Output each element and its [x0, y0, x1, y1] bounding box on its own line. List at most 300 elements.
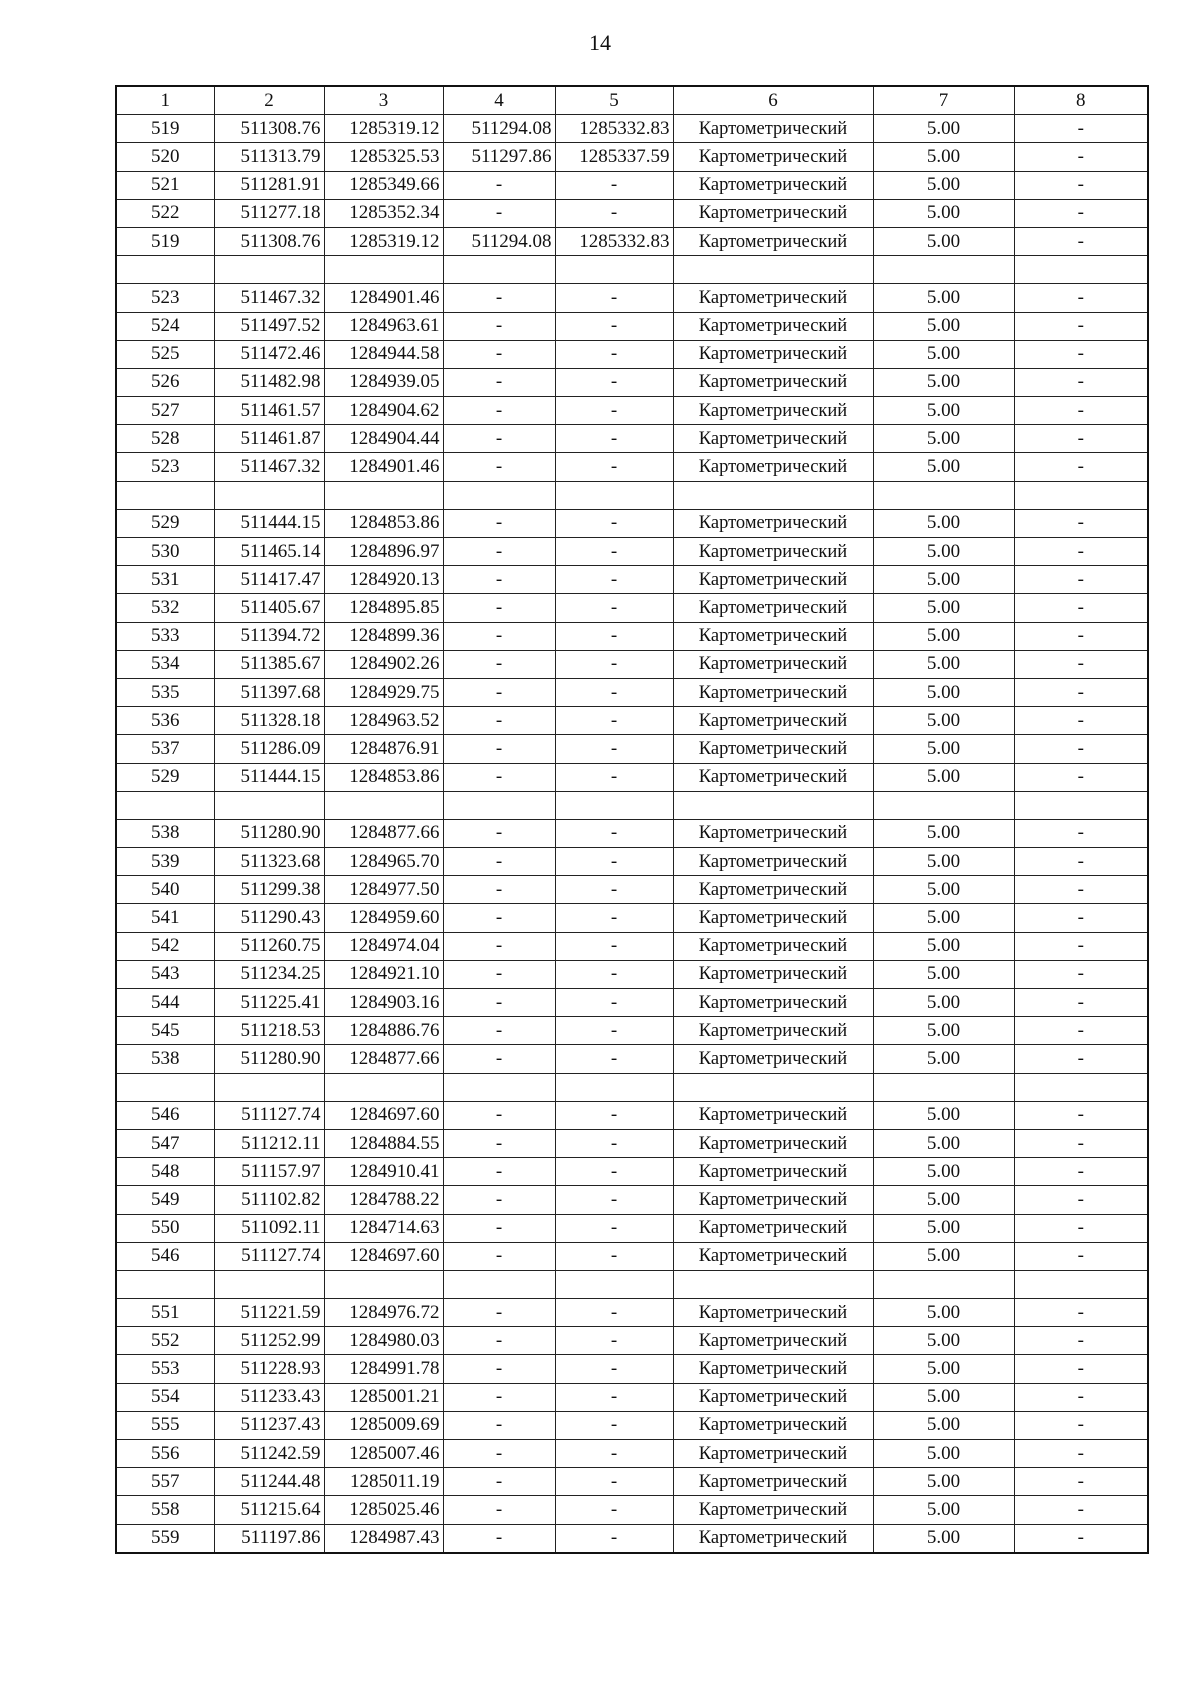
table-cell: 5.00 [873, 1355, 1014, 1383]
table-cell: 1285325.53 [324, 143, 443, 171]
table-cell: Картометрический [673, 538, 873, 566]
table-cell: - [443, 284, 555, 312]
table-cell: - [443, 1524, 555, 1553]
table-cell: - [1014, 143, 1148, 171]
table-row [116, 960, 1148, 988]
table-body [116, 115, 1148, 1553]
table-cell: Картометрический [673, 650, 873, 678]
table-cell: - [555, 1327, 673, 1355]
table-cell: - [555, 960, 673, 988]
table-cell: 525 [116, 340, 214, 368]
table-cell: - [1014, 425, 1148, 453]
table-cell: 1284974.04 [324, 932, 443, 960]
table-cell: 1285349.66 [324, 171, 443, 199]
table-cell: Картометрический [673, 1214, 873, 1242]
table-cell: 5.00 [873, 1186, 1014, 1214]
table-cell: 1285009.69 [324, 1411, 443, 1439]
table-cell: 511323.68 [214, 848, 324, 876]
table-cell: 1285337.59 [555, 143, 673, 171]
table-cell [555, 1270, 673, 1298]
table-cell: 511127.74 [214, 1101, 324, 1129]
table-cell: 5.00 [873, 763, 1014, 791]
table-cell: 526 [116, 368, 214, 396]
table-cell: - [1014, 904, 1148, 932]
table-cell: 511313.79 [214, 143, 324, 171]
table-cell: 519 [116, 227, 214, 255]
table-cell: 511252.99 [214, 1327, 324, 1355]
table-cell: - [443, 1158, 555, 1186]
table-cell: - [443, 876, 555, 904]
table-cell: - [443, 1440, 555, 1468]
table-cell: 1284920.13 [324, 566, 443, 594]
table-cell: 511467.32 [214, 453, 324, 481]
table-cell: - [555, 1017, 673, 1045]
table-cell [214, 791, 324, 819]
table-cell: 529 [116, 763, 214, 791]
table-cell: - [1014, 340, 1148, 368]
table-cell: 511308.76 [214, 227, 324, 255]
table-cell: 511212.11 [214, 1129, 324, 1157]
table-row [116, 143, 1148, 171]
table-cell: 5.00 [873, 960, 1014, 988]
table-cell: 1284987.43 [324, 1524, 443, 1553]
table-cell: 527 [116, 397, 214, 425]
table-row [116, 171, 1148, 199]
table-cell: - [1014, 566, 1148, 594]
column-header-1: 1 [116, 86, 214, 115]
table-row [116, 1524, 1148, 1553]
table-cell: Картометрический [673, 1017, 873, 1045]
table-cell: 511465.14 [214, 538, 324, 566]
table-cell [214, 481, 324, 509]
table-cell [1014, 481, 1148, 509]
table-cell [873, 791, 1014, 819]
table-cell: - [555, 284, 673, 312]
table-cell: 1284929.75 [324, 678, 443, 706]
table-cell: 511244.48 [214, 1468, 324, 1496]
table-cell: 1284939.05 [324, 368, 443, 396]
table-cell: - [1014, 707, 1148, 735]
column-header-2: 2 [214, 86, 324, 115]
table-cell: 5.00 [873, 566, 1014, 594]
table-cell: - [555, 312, 673, 340]
table-cell: 511467.32 [214, 284, 324, 312]
table-cell: 543 [116, 960, 214, 988]
table-cell: 546 [116, 1101, 214, 1129]
table-row [116, 1017, 1148, 1045]
table-cell: - [443, 312, 555, 340]
table-cell: - [555, 1496, 673, 1524]
table-cell: - [555, 1129, 673, 1157]
table-row [116, 1158, 1148, 1186]
table-cell: - [555, 425, 673, 453]
column-header-5: 5 [555, 86, 673, 115]
table-cell: - [1014, 650, 1148, 678]
table-cell: 511482.98 [214, 368, 324, 396]
column-header-3: 3 [324, 86, 443, 115]
table-cell: 1285025.46 [324, 1496, 443, 1524]
table-cell: - [1014, 1017, 1148, 1045]
table-cell [443, 256, 555, 284]
table-cell: Картометрический [673, 960, 873, 988]
table-row [116, 1383, 1148, 1411]
column-header-8: 8 [1014, 86, 1148, 115]
table-cell: Картометрический [673, 932, 873, 960]
table-cell: - [1014, 284, 1148, 312]
table-cell: 5.00 [873, 848, 1014, 876]
table-cell: - [443, 397, 555, 425]
table-cell: 511280.90 [214, 1045, 324, 1073]
table-cell: Картометрический [673, 1045, 873, 1073]
table-cell: 553 [116, 1355, 214, 1383]
table-cell: 5.00 [873, 1017, 1014, 1045]
table-row [116, 1327, 1148, 1355]
table-cell [873, 256, 1014, 284]
table-cell: 511215.64 [214, 1496, 324, 1524]
table-cell: 5.00 [873, 876, 1014, 904]
table-cell: 511225.41 [214, 989, 324, 1017]
table-cell: - [1014, 1468, 1148, 1496]
table-cell: 5.00 [873, 1045, 1014, 1073]
table-cell: 558 [116, 1496, 214, 1524]
table-cell: - [1014, 1496, 1148, 1524]
table-cell: Картометрический [673, 171, 873, 199]
table-cell: 5.00 [873, 1496, 1014, 1524]
table-cell: 511385.67 [214, 650, 324, 678]
separator-row [116, 256, 1148, 284]
table-cell: - [1014, 848, 1148, 876]
table-cell: 539 [116, 848, 214, 876]
table-cell: - [443, 1017, 555, 1045]
table-cell: Картометрический [673, 1299, 873, 1327]
table-row [116, 904, 1148, 932]
table-cell: 511221.59 [214, 1299, 324, 1327]
table-cell: - [443, 1468, 555, 1496]
table-cell: 524 [116, 312, 214, 340]
table-cell: 5.00 [873, 538, 1014, 566]
table-cell [324, 1073, 443, 1101]
separator-row [116, 481, 1148, 509]
table-cell: 5.00 [873, 1242, 1014, 1270]
table-cell: 1284877.66 [324, 819, 443, 847]
table-cell: 536 [116, 707, 214, 735]
table-cell [214, 256, 324, 284]
table-cell: 523 [116, 453, 214, 481]
table-cell: 511197.86 [214, 1524, 324, 1553]
table-cell: 5.00 [873, 594, 1014, 622]
table-cell: 523 [116, 284, 214, 312]
table-cell: 530 [116, 538, 214, 566]
table-cell: - [555, 594, 673, 622]
table-cell: 556 [116, 1440, 214, 1468]
table-cell: - [555, 932, 673, 960]
table-cell: Картометрический [673, 453, 873, 481]
table-cell: - [1014, 1129, 1148, 1157]
table-cell: 1284980.03 [324, 1327, 443, 1355]
table-cell: - [443, 509, 555, 537]
table-cell: - [555, 1214, 673, 1242]
table-cell: 1285319.12 [324, 227, 443, 255]
table-cell: - [1014, 538, 1148, 566]
table-cell: 528 [116, 425, 214, 453]
table-cell: - [555, 904, 673, 932]
table-cell: - [443, 1327, 555, 1355]
table-cell: - [555, 1440, 673, 1468]
table-cell [324, 1270, 443, 1298]
separator-row [116, 1073, 1148, 1101]
table-cell: Картометрический [673, 904, 873, 932]
table-cell: 552 [116, 1327, 214, 1355]
table-cell: 5.00 [873, 368, 1014, 396]
table-row [116, 848, 1148, 876]
table-cell: 1285319.12 [324, 115, 443, 143]
table-cell: 554 [116, 1383, 214, 1411]
table-cell: 5.00 [873, 1327, 1014, 1355]
table-cell: Картометрический [673, 566, 873, 594]
table-cell: 511397.68 [214, 678, 324, 706]
table-cell: 511260.75 [214, 932, 324, 960]
table-cell: Картометрический [673, 1158, 873, 1186]
table-cell: - [1014, 1045, 1148, 1073]
table-cell: - [1014, 594, 1148, 622]
table-cell: Картометрический [673, 1327, 873, 1355]
table-cell: 542 [116, 932, 214, 960]
table-cell [1014, 791, 1148, 819]
table-cell: 511286.09 [214, 735, 324, 763]
table-cell: - [443, 763, 555, 791]
table-cell: Картометрический [673, 368, 873, 396]
table-cell: - [1014, 735, 1148, 763]
table-cell: 1284903.16 [324, 989, 443, 1017]
table-cell: - [555, 509, 673, 537]
table-cell: Картометрический [673, 1242, 873, 1270]
column-header-7: 7 [873, 86, 1014, 115]
table-cell: 511277.18 [214, 199, 324, 227]
table-cell: 5.00 [873, 1468, 1014, 1496]
table-cell: - [1014, 1101, 1148, 1129]
table-cell: - [555, 1101, 673, 1129]
table-cell: - [1014, 989, 1148, 1017]
table-cell: Картометрический [673, 1440, 873, 1468]
table-cell: 511394.72 [214, 622, 324, 650]
table-cell: 5.00 [873, 509, 1014, 537]
table-cell: - [443, 1045, 555, 1073]
column-header-4: 4 [443, 86, 555, 115]
table-cell: Картометрический [673, 1129, 873, 1157]
table-cell [673, 791, 873, 819]
table-cell: 1284963.61 [324, 312, 443, 340]
table-cell [324, 481, 443, 509]
table-cell [555, 791, 673, 819]
table-cell: - [1014, 876, 1148, 904]
table-cell: 5.00 [873, 1411, 1014, 1439]
table-cell: 5.00 [873, 1158, 1014, 1186]
table-cell: 511218.53 [214, 1017, 324, 1045]
table-row [116, 1468, 1148, 1496]
table-cell: 511444.15 [214, 763, 324, 791]
table-row [116, 1355, 1148, 1383]
table-cell: 544 [116, 989, 214, 1017]
table-cell: Картометрический [673, 397, 873, 425]
table-cell: - [1014, 932, 1148, 960]
table-cell: - [1014, 960, 1148, 988]
table-cell: 1284902.26 [324, 650, 443, 678]
table-cell: 5.00 [873, 1214, 1014, 1242]
table-row [116, 1496, 1148, 1524]
table-cell: - [555, 340, 673, 368]
table-cell: 511299.38 [214, 876, 324, 904]
table-cell: 535 [116, 678, 214, 706]
table-cell: 5.00 [873, 340, 1014, 368]
table-cell [1014, 1270, 1148, 1298]
table-row [116, 425, 1148, 453]
table-cell: 5.00 [873, 678, 1014, 706]
table-cell: - [555, 1411, 673, 1439]
table-cell: 511308.76 [214, 115, 324, 143]
table-cell: - [555, 735, 673, 763]
table-cell [324, 256, 443, 284]
table-cell: - [555, 650, 673, 678]
table-cell: - [1014, 1355, 1148, 1383]
table-cell: 540 [116, 876, 214, 904]
table-cell [443, 1270, 555, 1298]
table-cell: - [443, 425, 555, 453]
table-cell: 548 [116, 1158, 214, 1186]
table-cell [873, 481, 1014, 509]
table-cell: - [555, 1045, 673, 1073]
separator-row [116, 791, 1148, 819]
table-cell [673, 1270, 873, 1298]
table-cell: 520 [116, 143, 214, 171]
table-cell: - [1014, 1158, 1148, 1186]
table-cell: - [443, 819, 555, 847]
table-cell: 1284901.46 [324, 453, 443, 481]
table-cell: 1284697.60 [324, 1242, 443, 1270]
table-cell: Картометрический [673, 1524, 873, 1553]
table-cell: 1284904.62 [324, 397, 443, 425]
table-cell: 511102.82 [214, 1186, 324, 1214]
table-row [116, 1186, 1148, 1214]
table-cell: 1284853.86 [324, 509, 443, 537]
table-row [116, 1299, 1148, 1327]
table-row [116, 340, 1148, 368]
table-cell: 522 [116, 199, 214, 227]
table-cell: 5.00 [873, 1383, 1014, 1411]
table-cell: Картометрический [673, 509, 873, 537]
table-row [116, 312, 1148, 340]
table-cell: 1284904.44 [324, 425, 443, 453]
table-cell: 547 [116, 1129, 214, 1157]
table-cell: 511290.43 [214, 904, 324, 932]
table-cell: 1284976.72 [324, 1299, 443, 1327]
table-cell: - [1014, 227, 1148, 255]
table-cell: 5.00 [873, 622, 1014, 650]
table-cell: - [443, 1214, 555, 1242]
table-cell: - [1014, 312, 1148, 340]
table-cell: - [443, 538, 555, 566]
table-cell: 511472.46 [214, 340, 324, 368]
table-cell: - [555, 707, 673, 735]
table-cell: - [1014, 199, 1148, 227]
table-cell: 533 [116, 622, 214, 650]
table-cell: 521 [116, 171, 214, 199]
table-cell: Картометрический [673, 1468, 873, 1496]
table-cell: - [555, 199, 673, 227]
table-row [116, 735, 1148, 763]
table-cell: Картометрический [673, 340, 873, 368]
table-cell: 529 [116, 509, 214, 537]
table-cell: - [555, 622, 673, 650]
table-row [116, 989, 1148, 1017]
table-row [116, 509, 1148, 537]
table-cell [673, 1073, 873, 1101]
table-cell: 5.00 [873, 1101, 1014, 1129]
table-row [116, 932, 1148, 960]
table-cell: - [443, 171, 555, 199]
table-cell: - [443, 340, 555, 368]
table-cell [116, 481, 214, 509]
table-cell: 538 [116, 819, 214, 847]
table-cell: 511233.43 [214, 1383, 324, 1411]
separator-row [116, 1270, 1148, 1298]
table-cell: 1285011.19 [324, 1468, 443, 1496]
table-cell: 1284899.36 [324, 622, 443, 650]
table-cell: - [555, 453, 673, 481]
table-cell: 511092.11 [214, 1214, 324, 1242]
table-cell: 5.00 [873, 312, 1014, 340]
table-row [116, 284, 1148, 312]
table-cell [555, 1073, 673, 1101]
table-cell: - [1014, 1214, 1148, 1242]
table-cell: 1285352.34 [324, 199, 443, 227]
table-cell: - [1014, 368, 1148, 396]
table-cell: Картометрический [673, 1383, 873, 1411]
table-cell: 1284991.78 [324, 1355, 443, 1383]
table-cell: 5.00 [873, 284, 1014, 312]
table-cell: 5.00 [873, 1299, 1014, 1327]
table-row [116, 1101, 1148, 1129]
table-cell: - [443, 1411, 555, 1439]
table-row [116, 227, 1148, 255]
table-cell: 5.00 [873, 819, 1014, 847]
table-cell: - [443, 453, 555, 481]
table-cell: - [1014, 1440, 1148, 1468]
table-cell: 541 [116, 904, 214, 932]
table-row [116, 707, 1148, 735]
table-cell: Картометрический [673, 425, 873, 453]
table-cell: - [443, 960, 555, 988]
table-row [116, 622, 1148, 650]
table-header-row [116, 86, 1148, 115]
table-cell: 1285001.21 [324, 1383, 443, 1411]
table-cell: 511297.86 [443, 143, 555, 171]
table-cell: - [1014, 622, 1148, 650]
table-cell: - [1014, 1411, 1148, 1439]
table-cell [673, 481, 873, 509]
table-cell: - [555, 763, 673, 791]
table-row [116, 650, 1148, 678]
table-cell: 551 [116, 1299, 214, 1327]
table-cell: 559 [116, 1524, 214, 1553]
table-cell: Картометрический [673, 1186, 873, 1214]
table-cell: 1284895.85 [324, 594, 443, 622]
table-cell: 532 [116, 594, 214, 622]
table-row [116, 1045, 1148, 1073]
table-cell: 5.00 [873, 115, 1014, 143]
table-cell: 511294.08 [443, 115, 555, 143]
table-cell: Картометрический [673, 763, 873, 791]
table-cell: - [443, 932, 555, 960]
